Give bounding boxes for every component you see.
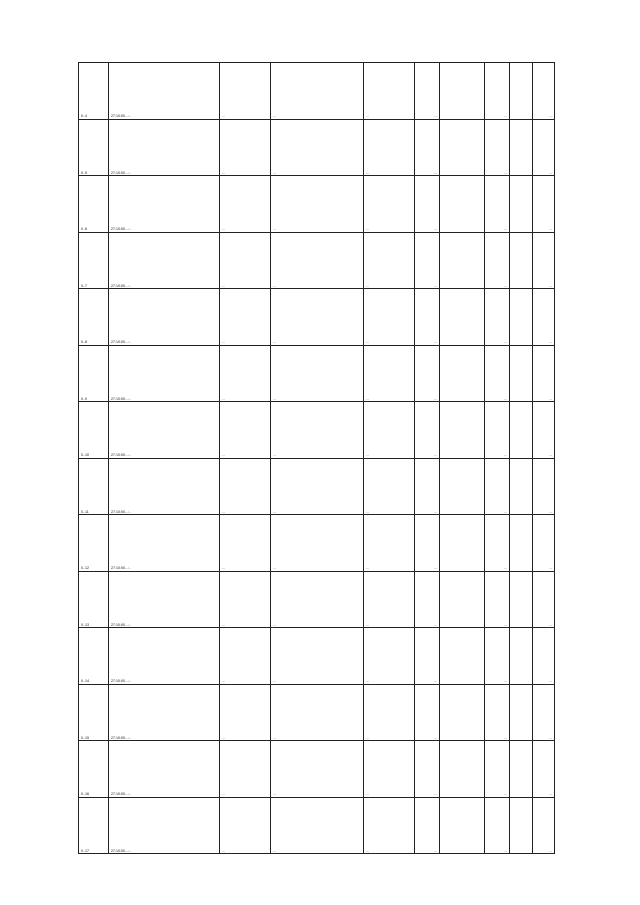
empty-cell	[510, 797, 533, 854]
empty-cell	[440, 458, 485, 515]
empty-cell	[510, 289, 533, 346]
row-number-cell: 0..15	[79, 684, 109, 741]
table-row	[79, 289, 555, 346]
value-cell: ...	[485, 684, 510, 741]
cadastral-number-cell: 27:10:00...:..	[109, 684, 220, 741]
land-category-cell: ...	[271, 176, 364, 233]
permitted-use-cell: ...	[364, 345, 415, 402]
empty-cell	[440, 515, 485, 572]
land-category-cell: ...	[271, 628, 364, 685]
land-category-cell: ...	[271, 232, 364, 289]
table-row	[79, 797, 555, 854]
price-cell: ...	[533, 176, 555, 233]
permitted-use-cell: ...	[364, 628, 415, 685]
document-page	[78, 62, 553, 854]
row-number-cell: 0..12	[79, 515, 109, 572]
empty-cell	[510, 119, 533, 176]
table-row	[79, 684, 555, 741]
table-row	[79, 63, 555, 120]
row-number-cell: 0..9	[79, 345, 109, 402]
price-cell: ...	[533, 289, 555, 346]
cadastral-number-cell: 27:10:00...:..	[109, 628, 220, 685]
value-cell: ...	[485, 797, 510, 854]
cadastral-number-cell: 27:10:00...:..	[109, 515, 220, 572]
price-cell: ...	[533, 119, 555, 176]
empty-cell	[510, 63, 533, 120]
empty-cell	[440, 119, 485, 176]
location-description-cell: ...	[220, 289, 271, 346]
area-cell: ...	[415, 797, 440, 854]
price-cell: ...	[533, 345, 555, 402]
table-body	[79, 63, 555, 854]
area-cell: ...	[415, 289, 440, 346]
land-category-cell: ...	[271, 402, 364, 459]
price-cell: ...	[533, 628, 555, 685]
row-number-cell: 0..14	[79, 628, 109, 685]
area-cell: ...	[415, 628, 440, 685]
area-cell: ...	[415, 119, 440, 176]
empty-cell	[510, 232, 533, 289]
empty-cell	[440, 571, 485, 628]
value-cell: ...	[485, 402, 510, 459]
row-number-cell: 0..7	[79, 232, 109, 289]
land-category-cell: ...	[271, 797, 364, 854]
value-cell: ...	[485, 345, 510, 402]
table-row	[79, 458, 555, 515]
row-number-cell: 0..11	[79, 458, 109, 515]
permitted-use-cell: ...	[364, 571, 415, 628]
location-description-cell: ...	[220, 684, 271, 741]
empty-cell	[440, 628, 485, 685]
table-row	[79, 119, 555, 176]
value-cell: ...	[485, 176, 510, 233]
permitted-use-cell: ...	[364, 515, 415, 572]
land-category-cell: ...	[271, 515, 364, 572]
land-category-cell: ...	[271, 289, 364, 346]
area-cell: ...	[415, 741, 440, 798]
empty-cell	[510, 628, 533, 685]
value-cell: ...	[485, 515, 510, 572]
area-cell: ...	[415, 232, 440, 289]
area-cell: ...	[415, 515, 440, 572]
cadastral-number-cell: 27:10:00...:..	[109, 232, 220, 289]
value-cell: ...	[485, 63, 510, 120]
price-cell: ...	[533, 458, 555, 515]
empty-cell	[440, 684, 485, 741]
cadastral-number-cell: 27:10:00...:..	[109, 571, 220, 628]
value-cell: ...	[485, 571, 510, 628]
area-cell: ...	[415, 176, 440, 233]
table-row	[79, 628, 555, 685]
location-description-cell: ...	[220, 63, 271, 120]
empty-cell	[440, 232, 485, 289]
table-row	[79, 741, 555, 798]
empty-cell	[510, 345, 533, 402]
land-category-cell: ...	[271, 345, 364, 402]
price-cell: ...	[533, 571, 555, 628]
value-cell: ...	[485, 119, 510, 176]
empty-cell	[440, 289, 485, 346]
price-cell: ...	[533, 684, 555, 741]
land-category-cell: ...	[271, 684, 364, 741]
location-description-cell: ...	[220, 402, 271, 459]
row-number-cell: 0..17	[79, 797, 109, 854]
permitted-use-cell: ...	[364, 176, 415, 233]
empty-cell	[440, 63, 485, 120]
area-cell: ...	[415, 402, 440, 459]
empty-cell	[510, 684, 533, 741]
permitted-use-cell: ...	[364, 289, 415, 346]
row-number-cell: 0..4	[79, 63, 109, 120]
table-row	[79, 515, 555, 572]
empty-cell	[510, 176, 533, 233]
row-number-cell: 0..6	[79, 176, 109, 233]
cadastral-number-cell: 27:10:00...:..	[109, 458, 220, 515]
location-description-cell: ...	[220, 458, 271, 515]
location-description-cell: ...	[220, 741, 271, 798]
value-cell: ...	[485, 232, 510, 289]
location-description-cell: ...	[220, 797, 271, 854]
land-category-cell: ...	[271, 119, 364, 176]
permitted-use-cell: ...	[364, 402, 415, 459]
permitted-use-cell: ...	[364, 458, 415, 515]
empty-cell	[440, 345, 485, 402]
row-number-cell: 0..10	[79, 402, 109, 459]
empty-cell	[510, 458, 533, 515]
price-cell: ...	[533, 515, 555, 572]
cadastral-number-cell: 27:10:00...:..	[109, 176, 220, 233]
price-cell: ...	[533, 741, 555, 798]
cadastral-number-cell: 27:10:00...:..	[109, 741, 220, 798]
empty-cell	[440, 402, 485, 459]
empty-cell	[510, 515, 533, 572]
empty-cell	[510, 402, 533, 459]
land-category-cell: ...	[271, 741, 364, 798]
cadastral-number-cell: 27:10:00...:..	[109, 345, 220, 402]
table-row	[79, 402, 555, 459]
area-cell: ...	[415, 63, 440, 120]
empty-cell	[440, 741, 485, 798]
row-number-cell: 0..16	[79, 741, 109, 798]
price-cell: ...	[533, 232, 555, 289]
permitted-use-cell: ...	[364, 684, 415, 741]
price-cell: ...	[533, 797, 555, 854]
row-number-cell: 0..5	[79, 119, 109, 176]
area-cell: ...	[415, 458, 440, 515]
value-cell: ...	[485, 289, 510, 346]
table-row	[79, 571, 555, 628]
area-cell: ...	[415, 345, 440, 402]
permitted-use-cell: ...	[364, 232, 415, 289]
location-description-cell: ...	[220, 119, 271, 176]
location-description-cell: ...	[220, 176, 271, 233]
cadastral-number-cell: 27:10:00...:..	[109, 797, 220, 854]
cadastral-number-cell: 27:10:00...:..	[109, 289, 220, 346]
value-cell: ...	[485, 741, 510, 798]
row-number-cell: 0..8	[79, 289, 109, 346]
cadastral-number-cell: 27:10:00...:..	[109, 402, 220, 459]
location-description-cell: ...	[220, 345, 271, 402]
land-category-cell: ...	[271, 63, 364, 120]
empty-cell	[510, 741, 533, 798]
location-description-cell: ...	[220, 232, 271, 289]
price-cell: ...	[533, 63, 555, 120]
location-description-cell: ...	[220, 628, 271, 685]
empty-cell	[510, 571, 533, 628]
location-description-cell: ...	[220, 571, 271, 628]
empty-cell	[440, 797, 485, 854]
permitted-use-cell: ...	[364, 797, 415, 854]
land-category-cell: ...	[271, 458, 364, 515]
permitted-use-cell: ...	[364, 119, 415, 176]
empty-cell	[440, 176, 485, 233]
area-cell: ...	[415, 684, 440, 741]
value-cell: ...	[485, 628, 510, 685]
land-plot-table	[78, 62, 555, 854]
permitted-use-cell: ...	[364, 63, 415, 120]
cadastral-number-cell: 27:10:00...:..	[109, 63, 220, 120]
cadastral-number-cell: 27:10:00...:..	[109, 119, 220, 176]
table-row	[79, 232, 555, 289]
permitted-use-cell: ...	[364, 741, 415, 798]
row-number-cell: 0..13	[79, 571, 109, 628]
land-category-cell: ...	[271, 571, 364, 628]
area-cell: ...	[415, 571, 440, 628]
value-cell: ...	[485, 458, 510, 515]
table-row	[79, 345, 555, 402]
location-description-cell: ...	[220, 515, 271, 572]
price-cell: ...	[533, 402, 555, 459]
table-row	[79, 176, 555, 233]
